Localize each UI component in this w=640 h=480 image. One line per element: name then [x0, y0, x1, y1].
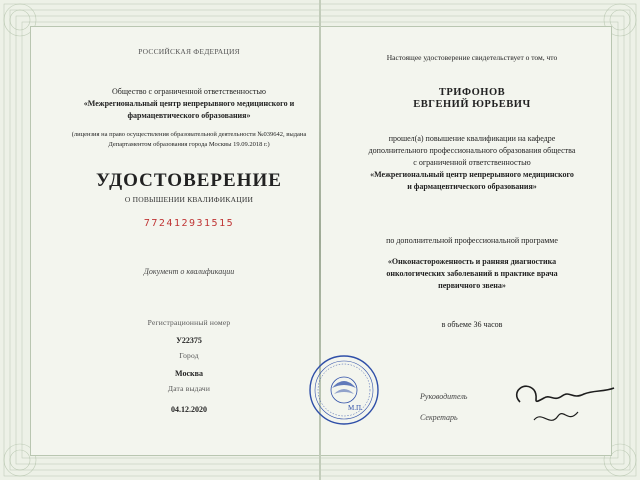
body-org-line-2: и фармацевтического образования»	[407, 182, 537, 191]
body-org-line-1: «Межрегиональный центр непрерывного медицинского	[370, 170, 574, 179]
body-line-2: дополнительного профессионального образования общества	[368, 146, 576, 155]
license-line-2: Департаментом образования города Москвы 19.09.2018 г.)	[108, 141, 270, 148]
registration-label: Регистрационный номер	[147, 318, 231, 327]
body-line-1: прошел(а) повышение квалификации на кафедре	[388, 134, 556, 143]
secretary-signature	[528, 402, 588, 432]
org-line-2: «Межрегиональный центр непрерывного медицинского и	[83, 99, 295, 108]
recipient-given-names: ЕВГЕНИЙ ЮРЬЕВИЧ	[413, 99, 531, 110]
official-seal	[308, 354, 380, 426]
document-subtitle: О ПОВЫШЕНИИ КВАЛИФИКАЦИИ	[124, 195, 254, 204]
org-line-1: Общество с ограниченной ответственностью	[112, 87, 266, 96]
program-line-2: онкологических заболеваний в практике врача	[386, 269, 558, 278]
license-line-1: (лицензия на право осуществления образовательной деятельности №039642, выдана	[71, 131, 307, 138]
serial-number: 772412931515	[143, 218, 235, 229]
city-value: Москва	[175, 369, 203, 378]
org-line-3: фармацевтического образования»	[127, 111, 251, 120]
city-label: Город	[179, 351, 199, 360]
recipient-surname: ТРИФОНОВ	[438, 87, 506, 98]
secretary-signature-label: Секретарь	[420, 413, 458, 422]
program-intro: по дополнительной профессиональной программе	[386, 236, 558, 245]
program-hours: в объеме 36 часов	[441, 320, 503, 329]
program-line-1: «Онконастороженность и ранняя диагностика	[387, 257, 557, 266]
body-line-3: с ограниченной ответственностью	[413, 158, 531, 167]
program-line-3: первичного звена»	[438, 281, 506, 290]
issue-date-value: 04.12.2020	[171, 405, 207, 414]
issue-date-label: Дата выдачи	[167, 384, 211, 393]
country-label: РОССИЙСКАЯ ФЕДЕРАЦИЯ	[138, 47, 240, 56]
head-signature-label: Руководитель	[420, 392, 468, 401]
registration-value: У22375	[176, 336, 202, 345]
intro-text: Настоящее удостоверение свидетельствует о том, что	[386, 53, 558, 62]
document-type: Документ о квалификации	[143, 267, 235, 276]
document-title: УДОСТОВЕРЕНИЕ	[96, 170, 282, 191]
stamp-mp-label: М.П.	[348, 404, 363, 412]
